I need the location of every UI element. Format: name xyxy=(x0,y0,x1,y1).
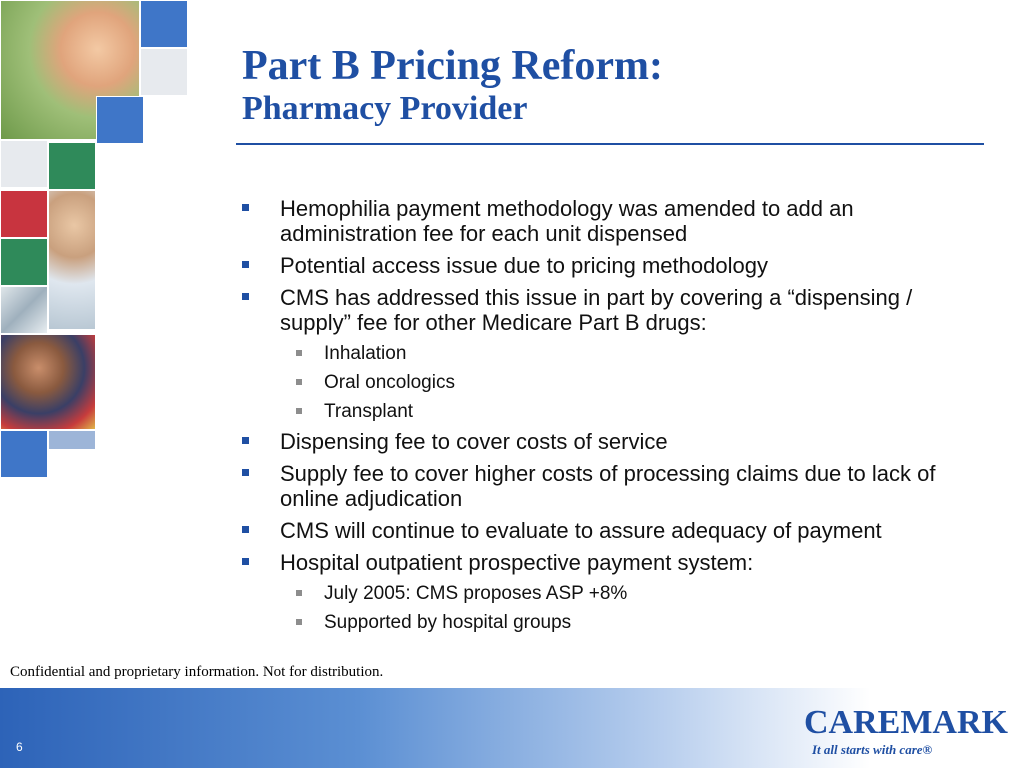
square-bullet-icon xyxy=(242,437,249,444)
mosaic-tile xyxy=(48,142,96,190)
bullet-text: CMS has addressed this issue in part by covering a “dispensing / supply” fee for other Medicare Part B drugs: xyxy=(280,285,913,335)
bullet-item xyxy=(240,285,980,335)
square-bullet-icon xyxy=(296,379,302,385)
hands-photo xyxy=(0,286,48,334)
sub-bullet-text: Inhalation xyxy=(324,343,407,364)
page-number: 6 xyxy=(16,740,23,754)
woman-photo xyxy=(0,334,96,430)
sub-bullet-item xyxy=(240,371,980,394)
bullet-text: Supply fee to cover higher costs of processing claims due to lack of online adjudication xyxy=(280,461,936,511)
square-bullet-icon xyxy=(242,526,249,533)
square-bullet-icon xyxy=(296,619,302,625)
sub-bullet-text: Supported by hospital groups xyxy=(324,612,572,633)
square-bullet-icon xyxy=(296,350,302,356)
confidentiality-notice: Confidential and proprietary information. Not for distribution. xyxy=(10,664,384,680)
mosaic-tile xyxy=(0,430,48,478)
sub-bullet-item xyxy=(240,582,980,605)
bullet-item xyxy=(240,429,980,454)
bullet-text: Hemophilia payment methodology was amended to add an administration fee for each unit dispensed xyxy=(280,196,854,246)
bullet-item xyxy=(240,196,980,246)
bullet-text: Potential access issue due to pricing methodology xyxy=(280,253,768,278)
sub-bullet-item xyxy=(240,400,980,423)
bullet-text: Dispensing fee to cover costs of service xyxy=(280,429,668,454)
square-bullet-icon xyxy=(296,590,302,596)
slide-title xyxy=(242,42,663,128)
mosaic-tile xyxy=(0,140,48,188)
title-subtitle: Pharmacy Provider xyxy=(242,90,528,127)
title-divider xyxy=(236,143,984,145)
bullet-text: Hospital outpatient prospective payment system: xyxy=(280,550,754,575)
square-bullet-icon xyxy=(242,204,249,211)
bullet-text: CMS will continue to evaluate to assure adequacy of payment xyxy=(280,518,882,543)
mosaic-tile xyxy=(96,96,144,144)
mosaic-tile xyxy=(140,48,188,96)
bullet-item xyxy=(240,461,980,511)
mosaic-tile xyxy=(48,430,96,450)
square-bullet-icon xyxy=(296,408,302,414)
logo-wordmark: CAREMARK xyxy=(804,704,1008,741)
mosaic-tile xyxy=(140,0,188,48)
man-photo xyxy=(48,190,96,330)
mosaic-tile xyxy=(0,190,48,238)
footer-bar xyxy=(0,688,1024,768)
square-bullet-icon xyxy=(242,261,249,268)
mosaic-tile xyxy=(0,238,48,286)
square-bullet-icon xyxy=(242,469,249,476)
square-bullet-icon xyxy=(242,293,249,300)
sub-bullet-item xyxy=(240,611,980,634)
bullet-item xyxy=(240,518,980,543)
bullet-item xyxy=(240,253,980,278)
bullet-list xyxy=(240,196,980,640)
caremark-logo xyxy=(804,704,1008,764)
title-main: Part B Pricing Reform: xyxy=(242,43,664,89)
sub-bullet-text: Oral oncologics xyxy=(324,372,455,393)
sub-bullet-text: Transplant xyxy=(324,401,414,422)
logo-tagline: It all starts with care® xyxy=(812,742,933,757)
sub-bullet-text: July 2005: CMS proposes ASP +8% xyxy=(324,583,628,604)
bullet-item xyxy=(240,550,980,575)
sub-bullet-item xyxy=(240,342,980,365)
square-bullet-icon xyxy=(242,558,249,565)
photo-mosaic xyxy=(0,0,200,480)
